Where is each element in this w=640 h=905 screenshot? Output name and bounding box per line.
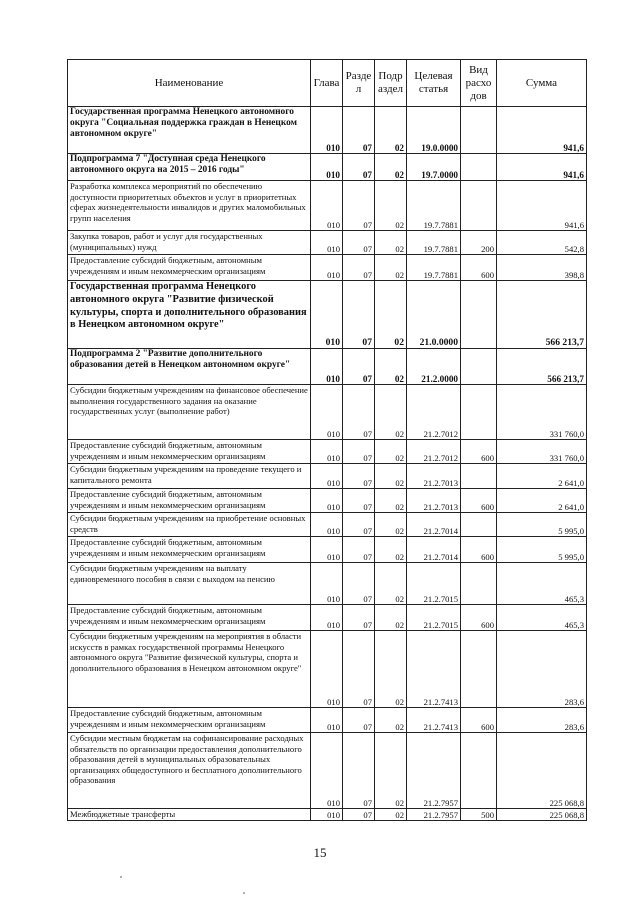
table-row <box>68 107 587 154</box>
row-razdel: 07 <box>343 385 375 440</box>
row-name: Межбюджетные трансферты <box>68 809 311 821</box>
row-sum: 566 213,7 <box>497 349 587 385</box>
row-glava: 010 <box>311 255 343 281</box>
row-podrazdel: 02 <box>375 107 407 154</box>
row-name: Подпрограмма 7 "Доступная среда Ненецкого автономного округа на 2015 – 2016 годы" <box>68 154 311 181</box>
row-podrazdel: 02 <box>375 181 407 231</box>
row-sum: 225 068,8 <box>497 733 587 809</box>
row-podrazdel: 02 <box>375 154 407 181</box>
row-razdel: 07 <box>343 281 375 349</box>
row-podrazdel: 02 <box>375 385 407 440</box>
row-glava: 010 <box>311 181 343 231</box>
row-sum: 941,6 <box>497 181 587 231</box>
row-target: 21.2.7015 <box>407 605 461 631</box>
row-name: Закупка товаров, работ и услуг для государственных (муниципальных) нужд <box>68 231 311 255</box>
row-sum: 465,3 <box>497 563 587 605</box>
header-vid: Вид расхо дов <box>461 60 497 107</box>
row-podrazdel: 02 <box>375 537 407 563</box>
row-sum: 2 641,0 <box>497 464 587 489</box>
row-sum: 398,8 <box>497 255 587 281</box>
row-sum: 225 068,8 <box>497 809 587 821</box>
row-podrazdel: 02 <box>375 255 407 281</box>
table-row <box>68 708 587 733</box>
row-podrazdel: 02 <box>375 605 407 631</box>
row-target: 21.2.7014 <box>407 513 461 537</box>
header-target: Целевая статья <box>407 60 461 107</box>
header-row <box>68 60 587 107</box>
row-target: 21.2.7957 <box>407 733 461 809</box>
row-glava: 010 <box>311 464 343 489</box>
row-vid <box>461 733 497 809</box>
row-vid: 200 <box>461 231 497 255</box>
row-vid: 600 <box>461 489 497 513</box>
row-sum: 542,8 <box>497 231 587 255</box>
row-razdel: 07 <box>343 107 375 154</box>
row-podrazdel: 02 <box>375 281 407 349</box>
row-target: 21.2.7015 <box>407 563 461 605</box>
row-podrazdel: 02 <box>375 733 407 809</box>
row-vid <box>461 181 497 231</box>
row-razdel: 07 <box>343 809 375 821</box>
budget-table <box>67 59 587 821</box>
table-row <box>68 464 587 489</box>
row-vid: 600 <box>461 440 497 464</box>
row-sum: 2 641,0 <box>497 489 587 513</box>
row-glava: 010 <box>311 563 343 605</box>
row-vid <box>461 631 497 708</box>
row-glava: 010 <box>311 537 343 563</box>
row-razdel: 07 <box>343 537 375 563</box>
table-row <box>68 385 587 440</box>
row-glava: 010 <box>311 605 343 631</box>
row-razdel: 07 <box>343 631 375 708</box>
row-vid <box>461 464 497 489</box>
row-vid <box>461 513 497 537</box>
row-razdel: 07 <box>343 231 375 255</box>
row-name: Субсидии бюджетным учреждениям на проведение текущего и капитального ремонта <box>68 464 311 489</box>
row-target: 19.7.7881 <box>407 181 461 231</box>
row-podrazdel: 02 <box>375 708 407 733</box>
row-razdel: 07 <box>343 513 375 537</box>
row-glava: 010 <box>311 733 343 809</box>
row-glava: 010 <box>311 349 343 385</box>
page-number: 15 <box>313 845 327 860</box>
row-glava: 010 <box>311 385 343 440</box>
row-podrazdel: 02 <box>375 489 407 513</box>
row-target: 21.2.7957 <box>407 809 461 821</box>
scan-speck <box>120 876 122 878</box>
row-razdel: 07 <box>343 708 375 733</box>
row-razdel: 07 <box>343 154 375 181</box>
scan-speck <box>243 892 245 894</box>
row-vid <box>461 349 497 385</box>
row-vid <box>461 563 497 605</box>
row-name: Предоставление субсидий бюджетным, автономным учреждениям и иным некоммерческим организациям <box>68 255 311 281</box>
row-name: Субсидии бюджетным учреждениям на мероприятия в области искусств в рамках государственной программы Ненецкого автономного округа "Развитие физической культуры, спорта и дополнительного образования в Ненецком автономном округе" <box>68 631 311 708</box>
row-sum: 5 995,0 <box>497 513 587 537</box>
row-name: Государственная программа Ненецкого автономного округа "Социальная поддержка граждан в Ненецком автономном округе" <box>68 107 311 154</box>
row-glava: 010 <box>311 154 343 181</box>
row-vid: 600 <box>461 537 497 563</box>
header-razdel: Разде л <box>343 60 375 107</box>
row-razdel: 07 <box>343 181 375 231</box>
row-sum: 331 760,0 <box>497 440 587 464</box>
row-razdel: 07 <box>343 464 375 489</box>
row-sum: 465,3 <box>497 605 587 631</box>
header-glava: Глава <box>311 60 343 107</box>
row-glava: 010 <box>311 708 343 733</box>
table-row <box>68 563 587 605</box>
row-target: 21.2.7413 <box>407 631 461 708</box>
row-podrazdel: 02 <box>375 231 407 255</box>
table-row <box>68 513 587 537</box>
row-name: Предоставление субсидий бюджетным, автономным учреждениям и иным некоммерческим организациям <box>68 605 311 631</box>
row-sum: 941,6 <box>497 107 587 154</box>
table-row <box>68 281 587 349</box>
row-razdel: 07 <box>343 440 375 464</box>
row-glava: 010 <box>311 489 343 513</box>
table-row <box>68 631 587 708</box>
row-vid: 600 <box>461 605 497 631</box>
table-row <box>68 489 587 513</box>
row-razdel: 07 <box>343 563 375 605</box>
table-row <box>68 154 587 181</box>
row-target: 21.2.7014 <box>407 537 461 563</box>
row-target: 21.2.7013 <box>407 464 461 489</box>
budget-table-container <box>67 59 586 821</box>
row-razdel: 07 <box>343 605 375 631</box>
row-name: Субсидии бюджетным учреждениям на приобретение основных средств <box>68 513 311 537</box>
row-razdel: 07 <box>343 489 375 513</box>
row-sum: 331 760,0 <box>497 385 587 440</box>
row-podrazdel: 02 <box>375 440 407 464</box>
row-name: Разработка комплекса мероприятий по обеспечению доступности приоритетных объектов и услуг в приоритетных сферах жизнедеятельности инвалидов и других маломобильных групп населения <box>68 181 311 231</box>
table-row <box>68 605 587 631</box>
row-sum: 941,6 <box>497 154 587 181</box>
row-name: Предоставление субсидий бюджетным, автономным учреждениям и иным некоммерческим организациям <box>68 440 311 464</box>
row-name: Подпрограмма 2 "Развитие дополнительного образования детей в Ненецком автономном округе" <box>68 349 311 385</box>
row-target: 19.7.7881 <box>407 231 461 255</box>
table-row <box>68 440 587 464</box>
table-row <box>68 809 587 821</box>
row-sum: 566 213,7 <box>497 281 587 349</box>
row-name: Субсидии местным бюджетам на софинансирование расходных обязательств по организации предоставления дополнительного образования детей в муниципальных образовательных организациях общедоступного и бесплатного дополнительного образования <box>68 733 311 809</box>
table-row <box>68 255 587 281</box>
row-sum: 5 995,0 <box>497 537 587 563</box>
row-podrazdel: 02 <box>375 349 407 385</box>
row-vid <box>461 154 497 181</box>
header-sum: Сумма <box>497 60 587 107</box>
row-vid <box>461 385 497 440</box>
row-glava: 010 <box>311 809 343 821</box>
row-target: 19.7.7881 <box>407 255 461 281</box>
row-vid: 500 <box>461 809 497 821</box>
row-target: 21.0.0000 <box>407 281 461 349</box>
row-glava: 010 <box>311 631 343 708</box>
row-name: Государственная программа Ненецкого автономного округа "Развитие физической культуры, спорта и дополнительного образования в Ненецком автономном округе" <box>68 281 311 349</box>
row-glava: 010 <box>311 231 343 255</box>
row-name: Субсидии бюджетным учреждениям на финансовое обеспечение выполнения государственного задания на оказание государственных услуг (выполнение работ) <box>68 385 311 440</box>
table-row <box>68 181 587 231</box>
row-podrazdel: 02 <box>375 513 407 537</box>
row-vid: 600 <box>461 255 497 281</box>
row-name: Субсидии бюджетным учреждениям на выплату единовременного пособия в связи с выходом на пенсию <box>68 563 311 605</box>
row-sum: 283,6 <box>497 631 587 708</box>
row-glava: 010 <box>311 107 343 154</box>
table-row <box>68 231 587 255</box>
row-glava: 010 <box>311 281 343 349</box>
row-name: Предоставление субсидий бюджетным, автономным учреждениям и иным некоммерческим организациям <box>68 489 311 513</box>
row-target: 19.0.0000 <box>407 107 461 154</box>
row-target: 21.2.7413 <box>407 708 461 733</box>
row-name: Предоставление субсидий бюджетным, автономным учреждениям и иным некоммерческим организациям <box>68 537 311 563</box>
row-glava: 010 <box>311 513 343 537</box>
row-podrazdel: 02 <box>375 809 407 821</box>
row-target: 21.2.7013 <box>407 489 461 513</box>
row-razdel: 07 <box>343 255 375 281</box>
row-target: 21.2.7012 <box>407 440 461 464</box>
row-sum: 283,6 <box>497 708 587 733</box>
row-glava: 010 <box>311 440 343 464</box>
row-vid: 600 <box>461 708 497 733</box>
row-target: 21.2.0000 <box>407 349 461 385</box>
table-row <box>68 537 587 563</box>
row-target: 21.2.7012 <box>407 385 461 440</box>
row-target: 19.7.0000 <box>407 154 461 181</box>
row-vid <box>461 281 497 349</box>
table-row <box>68 349 587 385</box>
row-podrazdel: 02 <box>375 563 407 605</box>
row-podrazdel: 02 <box>375 631 407 708</box>
row-razdel: 07 <box>343 733 375 809</box>
row-vid <box>461 107 497 154</box>
table-row <box>68 733 587 809</box>
row-name: Предоставление субсидий бюджетным, автономным учреждениям и иным некоммерческим организациям <box>68 708 311 733</box>
row-razdel: 07 <box>343 349 375 385</box>
header-podrazdel: Подр аздел <box>375 60 407 107</box>
header-name: Наименование <box>68 60 311 107</box>
row-podrazdel: 02 <box>375 464 407 489</box>
